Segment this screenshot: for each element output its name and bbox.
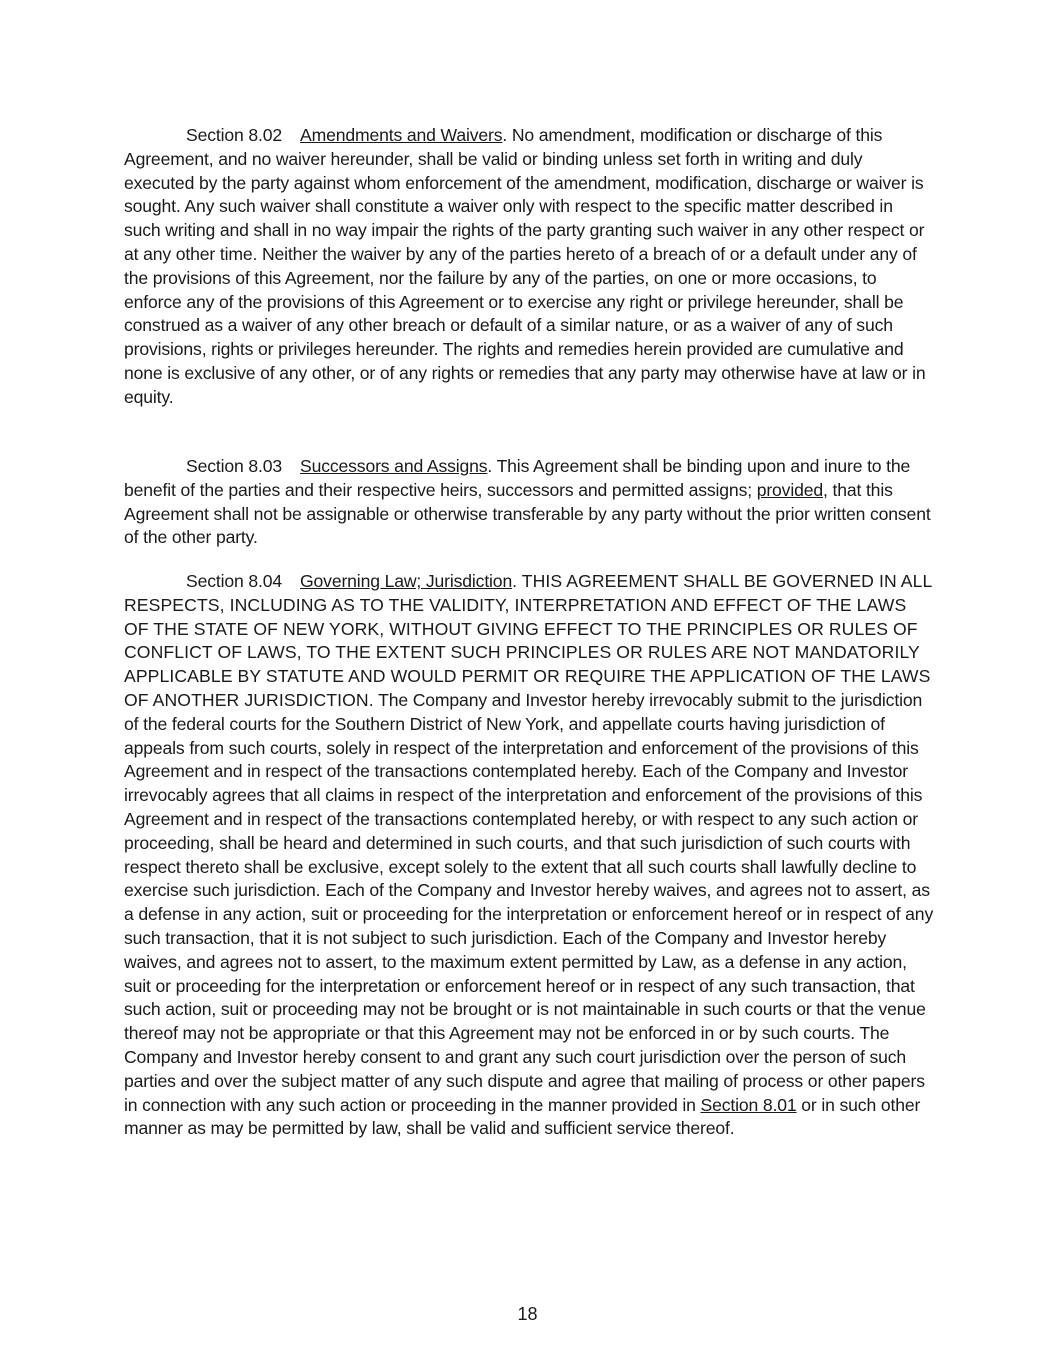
section-body: . No amendment, modification or discharge of this Agreement, and no waiver hereunder, shall be valid or binding unless set forth in writing and duly executed by the party against whom enforcement of the amendment, modification, discharge or waiver is sought. Any such waiver shall constitute a waiver only with respect to the specific matter described in such writing and shall in no way impair the rights of the party granting such waiver in any other respect or at any other time. Neither the waiver by any of the parties hereto of a breach of or a default under any of the provisions of this Agreement, nor the failure by any of the parties, on one or more occasions, to enforce any of the provisions of this Agreement or to exercise any right or privilege hereunder, shall be construed as a waiver of any other breach or default of a similar nature, or as a waiver of any of such provisions, rights or privileges hereunder. The rights and remedies herein provided are cumulative and none is exclusive of any other, or of any rights or remedies that any party may otherwise have at law or in equity. bbox=[124, 125, 926, 407]
section-number: Section 8.04 bbox=[186, 571, 283, 591]
section-body-part2: or in such other manner as may be permitted by law, shall be valid and sufficient service thereof. bbox=[124, 1094, 921, 1139]
section-title: Successors and Assigns bbox=[300, 456, 488, 476]
section-body-part1: The Company and Investor hereby irrevocably submit to the jurisdiction of the federal courts for the Southern District of New York, and appellate courts having jurisdiction of appeals from such courts, solely in respect of the interpretation and enforcement of the provisions of this Agreement and in respect of the transactions contemplated hereby. Each of the Company and Investor irrevocably agrees that all claims in respect of the interpretation and enforcement of the provisions of this Agreement and in respect of the transactions contemplated hereby, or with respect to any such action or proceeding, shall be heard and determined in such courts, and that such jurisdiction of such courts with respect thereto shall be exclusive, except solely to the extent that all such courts shall lawfully decline to exercise such jurisdiction. Each of the Company and Investor hereby waives, and agrees not to assert, as a defense in any action, suit or proceeding for the interpretation or enforcement hereof or in respect of any such transaction, that it is not subject to such jurisdiction. Each of the Company and Investor hereby waives, and agrees not to assert, to the maximum extent permitted by Law, as a defense in any action, suit or proceeding for the interpretation or enforcement hereof or in respect of any such transaction, that such action, suit or proceeding may not be brought or is not maintainable in such courts or that the venue thereof may not be appropriate or that this Agreement may not be enforced in or by such courts. The Company and Investor hereby consent to and grant any such court jurisdiction over the person of such parties and over the subject matter of any such dispute and agree that mailing of process or other papers in connection with any such action or proceeding in the manner provided in bbox=[124, 689, 934, 1115]
section-8-02 bbox=[124, 124, 934, 410]
section-number: Section 8.03 bbox=[186, 456, 283, 476]
section-body-part1: . This Agreement shall be binding upon and inure to the benefit of the parties and their respective heirs, successors and permitted assigns; bbox=[124, 456, 911, 500]
section-body-part2: , that this Agreement shall not be assignable or otherwise transferable by any party without the prior written consent of the other party. bbox=[124, 479, 931, 548]
section-8-03 bbox=[124, 455, 934, 550]
governing-law-caps-text: . THIS AGREEMENT SHALL BE GOVERNED IN ALL RESPECTS, INCLUDING AS TO THE VALIDITY, INTERPRETATION AND EFFECT OF THE LAWS OF THE STATE OF NEW YORK, WITHOUT GIVING EFFECT TO THE PRINCIPLES OR RULES OF CONFLICT OF LAWS, TO THE EXTENT SUCH PRINCIPLES OR RULES ARE NOT MANDATORILY APPLICABLE BY STATUTE AND WOULD PERMIT OR REQUIRE THE APPLICATION OF THE LAWS OF ANOTHER JURISDICTION. bbox=[124, 571, 932, 710]
page-number: 18 bbox=[517, 1304, 538, 1324]
provided-term: provided bbox=[756, 479, 823, 500]
section-8-04 bbox=[124, 570, 934, 1141]
section-reference: Section 8.01 bbox=[700, 1094, 797, 1115]
section-title: Governing Law; Jurisdiction bbox=[300, 571, 513, 591]
section-number: Section 8.02 bbox=[186, 125, 283, 145]
section-title: Amendments and Waivers bbox=[300, 125, 503, 145]
